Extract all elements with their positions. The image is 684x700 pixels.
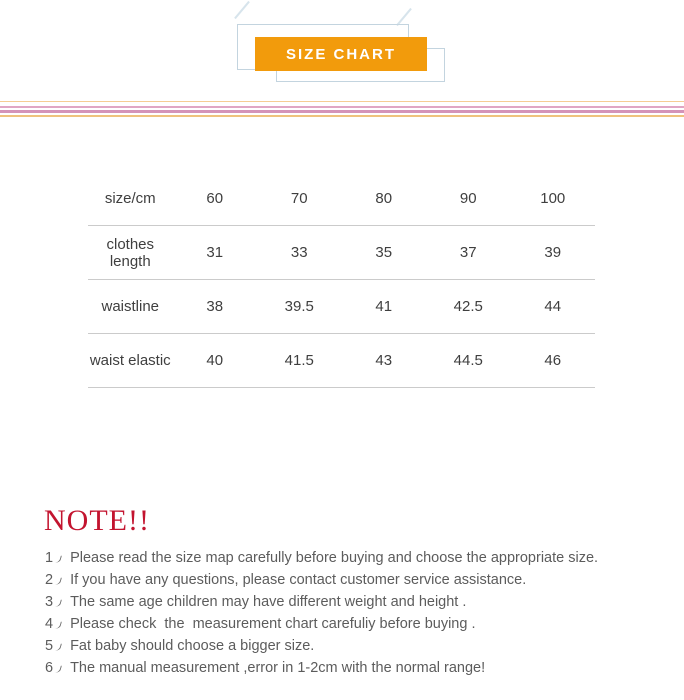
enumeration-comma-icon [55, 577, 62, 586]
table-cell: 100 [540, 190, 566, 207]
table-cell: 39.5 [284, 298, 314, 315]
table-cell: 46 [544, 352, 562, 369]
page-title: SIZE CHART [255, 37, 427, 71]
table-cell: 41.5 [284, 352, 314, 369]
table-cell: 44.5 [453, 352, 483, 369]
table-cell: 43 [375, 352, 393, 369]
table-cell: 42.5 [453, 298, 483, 315]
note-heading: NOTE!! [44, 504, 150, 537]
note-item [45, 657, 660, 679]
table-cell: 33 [290, 244, 308, 261]
row-label: size/cm [104, 190, 156, 207]
note-item-text: Fat baby should choose a bigger size. [70, 638, 315, 654]
table-cell: 39 [544, 244, 562, 261]
enumeration-comma-icon [55, 665, 62, 674]
note-item [45, 591, 660, 613]
note-item-number: 1 [45, 550, 54, 566]
enumeration-comma-icon [55, 599, 62, 608]
note-item [45, 635, 660, 657]
stripe-line [0, 110, 684, 113]
table-cell: 37 [459, 244, 477, 261]
table-cell: 60 [206, 190, 224, 207]
note-list [45, 547, 660, 679]
decorative-slash-icon [234, 1, 250, 19]
table-cell: 44 [544, 298, 562, 315]
enumeration-comma-icon [55, 643, 62, 652]
note-item [45, 569, 660, 591]
note-item-number: 2 [45, 572, 54, 588]
table-row-size [88, 172, 595, 226]
note-item-number: 3 [45, 594, 54, 610]
row-label: waistline [101, 298, 160, 315]
table-cell: 31 [206, 244, 224, 261]
table-row-waist-elastic [88, 334, 595, 388]
note-item-text: The same age children may have different weight and height . [70, 594, 467, 610]
enumeration-comma-icon [55, 621, 62, 630]
table-cell: 38 [206, 298, 224, 315]
table-cell: 35 [375, 244, 393, 261]
stripe-divider [0, 101, 684, 117]
table-row-waistline [88, 280, 595, 334]
table-cell: 41 [375, 298, 393, 315]
note-item-text: Please read the size map carefully before buying and choose the appropriate size. [70, 550, 599, 566]
table-cell: 70 [290, 190, 308, 207]
note-item-number: 5 [45, 638, 54, 654]
note-item-text: Please check the measurement chart carefuliy before buying . [70, 616, 476, 632]
row-label: clothes length [106, 235, 155, 270]
stripe-line [0, 101, 684, 102]
table-cell: 90 [459, 190, 477, 207]
note-item-text: The manual measurement ,error in 1-2cm with the normal range! [70, 660, 486, 676]
table-cell: 80 [375, 190, 393, 207]
note-item [45, 613, 660, 635]
stripe-line [0, 106, 684, 108]
note-item [45, 547, 660, 569]
note-item-number: 4 [45, 616, 54, 632]
row-label: waist elastic [89, 352, 171, 369]
enumeration-comma-icon [55, 555, 62, 564]
note-item-number: 6 [45, 660, 54, 676]
table-cell: 40 [206, 352, 224, 369]
size-table [88, 172, 595, 388]
note-item-text: If you have any questions, please contact customer service assistance. [70, 572, 527, 588]
stripe-line [0, 115, 684, 117]
table-row-clothes-length [88, 226, 595, 280]
